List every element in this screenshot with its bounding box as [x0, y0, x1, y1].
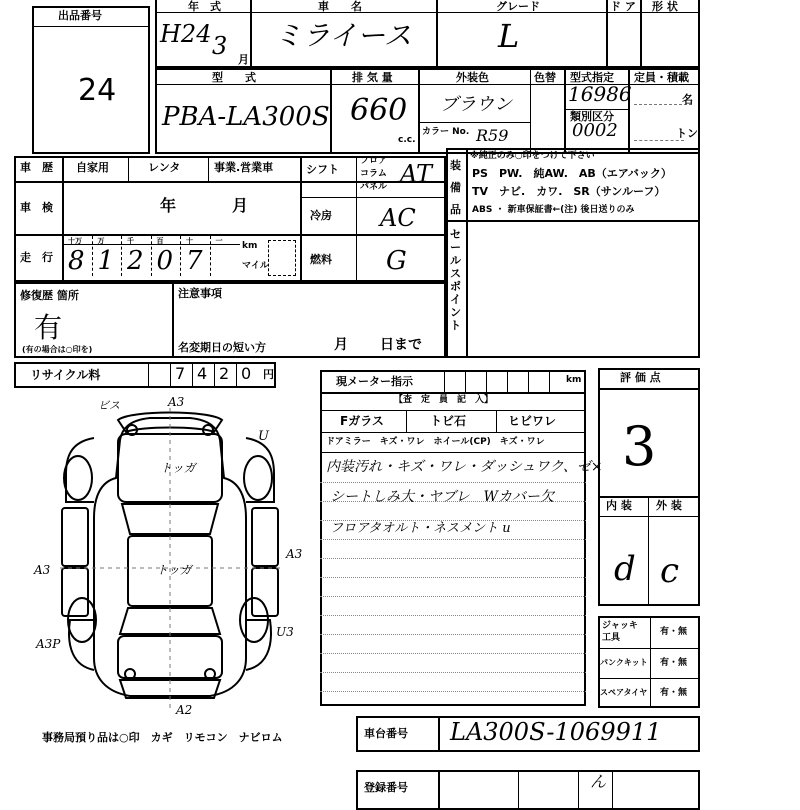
ac-value: AC [380, 204, 416, 232]
capacity-label: 定員・積載 [634, 71, 689, 84]
equipment-side-2: 備 [450, 181, 461, 194]
history-rental: レンタ [148, 161, 181, 174]
recycle-cell-divider [148, 362, 149, 388]
equipment-line-3: ABS ・ 新車保証書←(注) 後日送りのみ [472, 205, 635, 215]
registration-v1 [438, 770, 440, 810]
mileage-mile-box [268, 240, 296, 276]
deadline-label: 名変期日の短い方 [178, 341, 266, 354]
type-designation-label: 型式指定 [570, 71, 614, 84]
chassis-v [438, 716, 440, 752]
sales-point-label [450, 228, 464, 332]
exterior-value: c [660, 551, 680, 591]
chassis-value: LA300S-1069911 [450, 718, 662, 746]
equipment-side-1: 装 [450, 159, 461, 172]
tools-v [650, 616, 651, 708]
exterior-color-label: 外装色 [456, 71, 489, 84]
deposit-note: 事務局預り品は○印 カギ リモコン ナビロム [42, 731, 283, 744]
mileage-digit: 1 [97, 246, 115, 276]
meter-unit: km [566, 375, 582, 385]
grade-value: L [498, 17, 520, 55]
mileage-digit: 7 [186, 246, 203, 276]
recycle-digit: 4 [197, 364, 208, 383]
right-front-door [252, 508, 278, 566]
deadline-day: 日まで [380, 337, 422, 353]
lot-number: 24 [78, 73, 117, 108]
shift-label: シフト [306, 163, 339, 176]
inspector-h1 [320, 410, 586, 411]
fuel-label: 燃料 [310, 253, 332, 266]
tools-h2 [598, 678, 700, 679]
sales-point-char: ル [450, 254, 461, 267]
exterior-label: 外 装 [656, 499, 682, 512]
tools-h1 [598, 648, 700, 649]
wheel-front-right [244, 456, 272, 500]
type-label: 型 式 [212, 71, 256, 84]
shift-floor: フロア [360, 156, 388, 166]
history-div-1 [128, 156, 129, 181]
mark-roof: トッガ [156, 563, 192, 577]
inspector-h3 [320, 452, 586, 453]
info-col-divider [62, 156, 64, 282]
recycle-cell-divider [214, 362, 215, 388]
score-h2 [598, 496, 700, 498]
m-div-4 [564, 68, 566, 154]
sales-point-char: ス [450, 267, 461, 280]
recycle-cell-divider [192, 362, 193, 388]
registration-value: ん [590, 772, 607, 791]
month-unit: 月 [238, 53, 249, 66]
equipment-bottom-divider [446, 220, 700, 222]
door-label: ド ア [610, 0, 636, 13]
sales-point-char: ン [450, 306, 461, 319]
remark-rule [320, 539, 586, 540]
m-div-2 [418, 68, 420, 154]
shift-div [356, 156, 357, 197]
color-no-divider [418, 122, 530, 123]
fuel-value: G [386, 246, 407, 276]
mileage-cell-divider [92, 236, 93, 276]
color-no-label: カラー No. [422, 127, 470, 137]
repair-label: 修復歴 箇所 [20, 289, 79, 302]
recycle-digit: 2 [219, 364, 230, 383]
repair-note: (有の場合は○印を) [22, 345, 93, 354]
mileage-place-1: 万 [97, 237, 105, 245]
interior-value: d [614, 549, 636, 589]
repair-value: 有 [34, 311, 63, 344]
mileage-place-4: 十 [186, 237, 193, 245]
ac-div [356, 197, 357, 234]
mark-rear-left: A3P [36, 637, 61, 651]
inspection-month-unit: 月 [232, 196, 249, 215]
class-value: 0002 [572, 120, 618, 141]
inspection-label: 車 検 [20, 201, 53, 214]
capacity-dotline-2 [634, 140, 684, 141]
interior-label: 内 装 [606, 499, 632, 512]
meter-cell-divider [549, 370, 550, 392]
m-div-5 [628, 68, 630, 154]
info-shift-divider [300, 156, 302, 282]
car-diagram [0, 395, 330, 718]
left-front-fender [66, 438, 94, 502]
fuel-div [356, 234, 357, 282]
mileage-label: 走 行 [20, 251, 53, 264]
right-rear-door [252, 568, 278, 616]
deadline-month: 月 [334, 337, 348, 353]
score-label: 評 価 点 [620, 371, 661, 384]
remark-3: フロアタオルト・ネスメント u [330, 521, 511, 536]
chip-label: トビ石 [430, 414, 467, 428]
type-designation-value: 16986 [568, 82, 632, 106]
mileage-digit: 2 [127, 246, 144, 276]
registration-v3 [578, 770, 579, 810]
meter-cell-divider [528, 370, 529, 392]
mark-front: A3 [168, 395, 185, 409]
sales-point-char: セ [450, 228, 461, 241]
m-div-1 [330, 68, 332, 154]
inspection-year-unit: 年 [160, 196, 177, 215]
mileage-place-2: 千 [127, 237, 134, 245]
score-h3 [598, 516, 700, 517]
left-rear-fender [69, 620, 94, 670]
remark-rule [320, 653, 586, 654]
color-value: ブラウン [440, 94, 512, 115]
sales-point-char: ト [450, 319, 461, 332]
grade-label: グレード [496, 0, 540, 13]
mark-rear-right: U3 [276, 625, 294, 639]
mileage-place-3: 百 [156, 237, 164, 245]
mark-rear: A2 [176, 703, 193, 717]
remark-rule [320, 558, 586, 559]
h-div-4 [640, 0, 642, 68]
ac-label: 冷房 [310, 209, 332, 222]
class-label: 類別区分 [570, 110, 614, 123]
color-code-label: 色替 [534, 71, 556, 84]
sales-point-char: ー [450, 241, 461, 254]
recycle-label: リサイクル料 [30, 368, 101, 382]
tool-jack-label: ジャッキ 工具 [602, 621, 638, 643]
h-div-1 [250, 0, 252, 68]
tool-puncture-label: パンクキット [600, 658, 648, 667]
remark-rule [320, 577, 586, 578]
tool-spare-value: 有・無 [660, 688, 688, 698]
inspector-v2 [496, 410, 497, 432]
shift-panel: パネル [360, 182, 388, 192]
remark-rule [320, 596, 586, 597]
history-label: 車 歴 [20, 161, 53, 174]
meter-cell-divider [444, 370, 445, 392]
mark-front-left: ビス [98, 399, 120, 412]
repair-divider [172, 282, 174, 358]
tool-jack-value: 有・無 [660, 627, 688, 637]
year-label: 年 式 [188, 0, 221, 13]
mileage-unit-mile: マイル [242, 261, 269, 271]
h-div-2 [436, 0, 438, 68]
equipment-note: ※純正のみ○印をつけて下さい [470, 151, 595, 161]
chassis-label: 車台番号 [364, 727, 408, 740]
mileage-cell-divider [121, 236, 122, 276]
year-value: H24 [160, 20, 212, 48]
glass-label: Fガラス [340, 414, 384, 428]
info-row-2b [300, 197, 446, 198]
score-value: 3 [622, 415, 657, 478]
tons-unit: トン [676, 127, 698, 140]
registration-label: 登録番号 [364, 781, 408, 794]
equipment-line-2: TV ナビ. カワ. SR（サンルーフ） [472, 185, 666, 198]
mileage-digit: 0 [156, 246, 174, 276]
inspector-h2 [320, 432, 586, 433]
mirror-row: ドアミラー キズ・ワレ ホイール(CP) キズ・ワレ [326, 437, 545, 447]
mileage-digit: 8 [68, 246, 85, 276]
equipment-side-3: 品 [450, 203, 461, 216]
recycle-yen: 円 [263, 368, 274, 381]
mark-right: A3 [286, 547, 303, 561]
meter-divider [320, 392, 586, 394]
shift-value: AT [400, 160, 433, 188]
inspector-v1 [406, 410, 407, 432]
left-rear-door [62, 568, 88, 616]
displacement-label: 排 気 量 [352, 71, 393, 84]
meter-cell-divider [465, 370, 466, 392]
score-v [648, 496, 649, 606]
mileage-cell-divider [180, 236, 181, 276]
cc-unit: c.c. [398, 135, 416, 145]
remark-rule [320, 615, 586, 616]
sales-point-char: イ [450, 293, 461, 306]
notes-label: 注意事項 [178, 287, 222, 300]
shift-column: コラム [360, 169, 387, 179]
color-no-value: R59 [476, 126, 509, 145]
inspector-header: 【査 定 員 記 入】 [394, 395, 494, 405]
meter-cell-divider [486, 370, 487, 392]
remark-rule [320, 482, 586, 483]
recycle-digit: 0 [241, 364, 252, 383]
wheel-front-left [64, 456, 92, 500]
equipment-side-divider [466, 148, 468, 358]
month-value: 3 [212, 32, 228, 60]
history-div-2 [208, 156, 209, 181]
remark-rule [320, 691, 586, 692]
remark-1: 内装汚れ・キズ・ワレ・ダッシュワク、ゼ× [326, 459, 603, 475]
mark-front-right: U [258, 429, 269, 444]
mileage-place-5: 一 [215, 237, 223, 245]
equipment-line-1: PS PW. 純AW. AB（エアバック） [472, 167, 672, 180]
meter-label: 現メーター指示 [336, 375, 413, 388]
name-label: 車 名 [318, 0, 362, 13]
registration-v2 [518, 770, 519, 810]
tool-spare-label: スペアタイヤ [600, 688, 648, 697]
lot-divider [32, 26, 150, 27]
car-name-value: ミライース [274, 19, 412, 52]
crack-label: ヒビワレ [508, 414, 557, 428]
score-h1 [598, 388, 700, 390]
remark-rule [320, 672, 586, 673]
registration-v4 [612, 770, 613, 810]
mileage-cell-divider [151, 236, 152, 276]
remark-rule [320, 634, 586, 635]
h-div-3 [606, 0, 608, 68]
m-div-3 [530, 68, 531, 154]
mark-left: A3 [34, 563, 51, 577]
mileage-place-0: 十万 [68, 237, 82, 245]
displacement-value: 660 [350, 93, 408, 128]
lot-label: 出品番号 [58, 9, 102, 22]
sales-point-char: ポ [450, 280, 461, 293]
meter-cell-divider [507, 370, 508, 392]
persons-unit: 名 [682, 93, 693, 106]
right-front-fender [246, 438, 274, 502]
recycle-cell-divider [236, 362, 237, 388]
history-private: 自家用 [76, 161, 109, 174]
shape-label: 形 状 [652, 0, 678, 13]
mark-hood: トッガ [160, 461, 196, 475]
tool-puncture-value: 有・無 [660, 658, 688, 668]
left-front-door [62, 508, 88, 566]
mileage-unit-km: km [242, 241, 258, 251]
mileage-cell-divider [210, 236, 211, 276]
remark-2: シートしみ大・ヤブレ Wカバー欠 [330, 489, 554, 505]
history-business: 事業.営業車 [214, 161, 274, 174]
type-value: PBA-LA300S [162, 102, 330, 132]
recycle-digit: 7 [175, 364, 186, 383]
recycle-cell-divider [170, 362, 171, 388]
